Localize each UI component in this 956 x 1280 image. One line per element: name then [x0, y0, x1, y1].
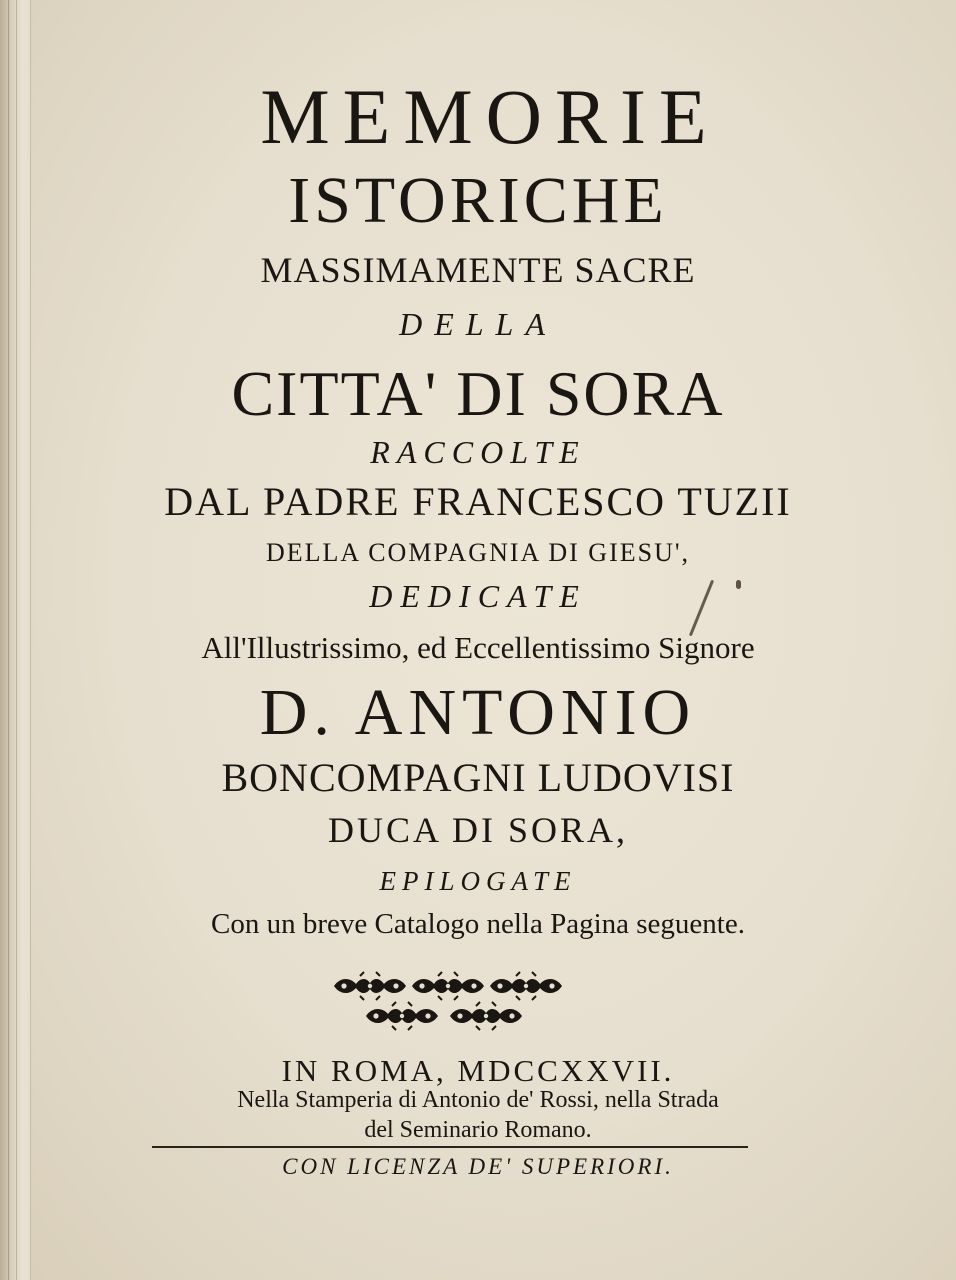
epilogate-line: EPILOGATE: [379, 866, 577, 896]
fleuron-ornament: [412, 972, 484, 1000]
fleuron-ornament: [334, 972, 406, 1000]
fleuron-ornament: [490, 972, 562, 1000]
divider-rule: [152, 1146, 748, 1148]
title-line-2: ISTORICHE: [288, 164, 668, 237]
society-line: DELLA COMPAGNIA DI GIESU',: [265, 538, 691, 567]
fleuron-ornament: [450, 1002, 522, 1030]
dedicatee-family: BONCOMPAGNI LUDOVISI: [221, 755, 735, 800]
dedicatee-title: DUCA DI SORA,: [327, 810, 629, 850]
imprint-printer: Nella Stamperia di Antonio de' Rossi, nella Strada: [237, 1087, 719, 1113]
della-line: DELLA: [399, 306, 557, 342]
catalogue-note: Con un breve Catalogo nella Pagina seguente.: [211, 908, 745, 940]
author-line: DAL PADRE FRANCESCO TUZII: [164, 479, 792, 524]
license-line: CON LICENZA DE' SUPERIORI.: [282, 1154, 674, 1179]
raccolte-line: RACCOLTE: [370, 434, 586, 470]
title-line-3: MASSIMAMENTE SACRE: [260, 250, 696, 290]
printers-fleuron-icon: [0, 970, 956, 1032]
imprint-street: del Seminario Romano.: [364, 1117, 592, 1143]
dedicatee-name: D. ANTONIO: [259, 676, 697, 749]
imprint-place-date: IN ROMA, MDCCXXVII.: [281, 1053, 675, 1088]
title-line-1: MEMORIE: [260, 73, 720, 160]
city-heading: CITTA' DI SORA: [231, 358, 725, 429]
dedicate-line: DEDICATE: [369, 578, 587, 614]
dedication-line: All'Illustrissimo, ed Eccellentissimo Signore: [201, 630, 755, 665]
fleuron-ornament: [366, 1002, 438, 1030]
